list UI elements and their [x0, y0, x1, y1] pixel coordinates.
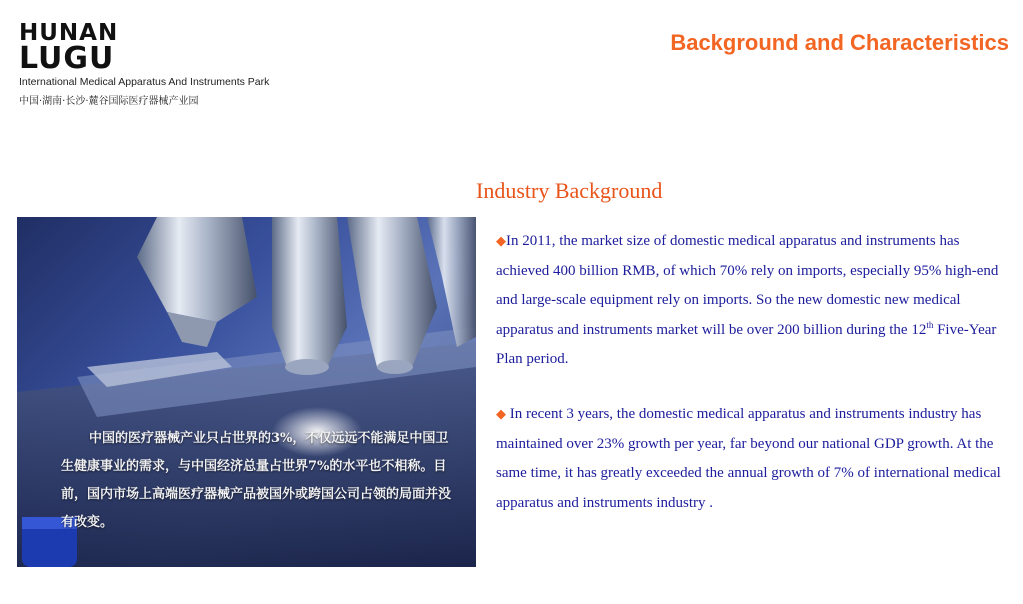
diamond-bullet-icon: ◆ [496, 233, 506, 248]
logo-subtitle-chinese: 中国·湖南·长沙·麓谷国际医疗器械产业园 [19, 96, 199, 107]
image-overlay-chinese-text: 中国的医疗器械产业只占世界的3%，不仅远远不能满足中国卫生健康事业的需求，与中国经济总量占世界7%的水平也不相称。目前，国内市场上高端医疗器械产品被国外或跨国公司占领的局面并没有改变。 [61, 431, 452, 530]
superscript-th: th [926, 319, 934, 330]
paragraph-text: In 2011, the market size of domestic medical apparatus and instruments has achieved 400 billion RMB, of which 70% rely on imports, especially 95% high-end and large-scale equipment rely on imports. So the new domestic new medical apparatus and instruments market will be over 200 billion during the 12 [496, 233, 999, 338]
hunan-lugu-logo [19, 22, 269, 107]
logo-line-hunan: HUNAN [19, 20, 119, 46]
paragraph-market-size [496, 226, 1012, 375]
section-title: Industry Background [476, 178, 663, 203]
page-title: Background and Characteristics [670, 30, 1009, 55]
microscope-image [17, 217, 476, 567]
diamond-bullet-icon: ◆ [496, 405, 506, 421]
paragraph-growth [496, 399, 1012, 518]
paragraph-text: In recent 3 years, the domestic medical apparatus and instruments industry has maintained over 23% growth per year, far beyond our national GDP growth. At the same time, it has greatly exceeded the annual growth of 7% of international medical apparatus and instruments industry . [496, 405, 1001, 511]
industry-background-body [496, 226, 1012, 518]
logo-subtitle-english: International Medical Apparatus And Instruments Park [19, 76, 270, 88]
paragraph-text-tail: Five-Year Plan period. [496, 321, 997, 368]
logo-line-lugu: LUGU [19, 41, 115, 76]
